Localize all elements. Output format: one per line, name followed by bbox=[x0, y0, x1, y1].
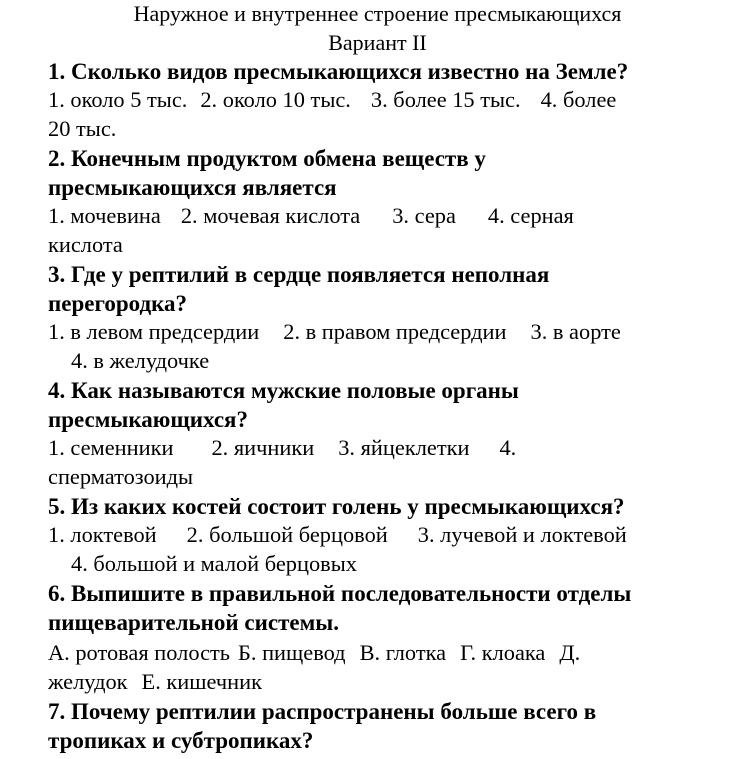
answer-option: Б. пищевод bbox=[238, 640, 346, 665]
answer-option: желудок bbox=[48, 669, 128, 694]
answer-option: 1. около 5 тыс. bbox=[48, 87, 188, 112]
answer-option: 1. в левом предсердии bbox=[48, 319, 260, 344]
question-4-text-line-1: 4. Как называются мужские половые органы bbox=[48, 378, 519, 403]
answer-option: 4. в желудочке bbox=[71, 348, 210, 373]
answer-option: 2. около 10 тыс. bbox=[200, 87, 351, 112]
question-6-text-line-2: пищеварительной системы. bbox=[48, 610, 339, 635]
question-3-answers-line-1 bbox=[48, 321, 621, 343]
question-4-answers-line-2 bbox=[48, 466, 193, 488]
answer-option: 1. локтевой bbox=[48, 522, 157, 547]
answer-option: 3. лучевой и локтевой bbox=[417, 522, 627, 547]
question-7-text-line-1: 7. Почему рептилии распространены больше всего в bbox=[48, 699, 597, 724]
answer-option: 2. мочевая кислота bbox=[180, 203, 361, 228]
answer-option: 4. большой и малой берцовых bbox=[71, 551, 357, 576]
question-5-answers-line-1 bbox=[48, 524, 627, 546]
question-3-text-line-2: перегородка? bbox=[48, 291, 187, 316]
question-4-text-line-2: пресмыкающихся? bbox=[48, 407, 249, 432]
answer-option: Е. кишечник bbox=[141, 669, 263, 694]
answer-option: А. ротовая полость bbox=[48, 640, 231, 665]
question-6-answers-line-2 bbox=[48, 671, 262, 693]
question-2-text-line-2: пресмыкающихся является bbox=[48, 175, 337, 200]
answer-option: 3. в аорте bbox=[530, 319, 621, 344]
question-6-text-line-1: 6. Выпишите в правильной последовательности отделы bbox=[48, 581, 632, 606]
answer-option-continuation: 20 тыс. bbox=[48, 116, 117, 141]
answer-option: 2. яичники bbox=[211, 435, 315, 460]
question-3-text-line-1: 3. Где у рептилий в сердце появляется неполная bbox=[48, 262, 550, 287]
variant-label: Вариант II bbox=[328, 30, 427, 55]
question-2-text-line-1: 2. Конечным продуктом обмена веществ у bbox=[48, 146, 486, 171]
answer-option: Г. клоака bbox=[460, 640, 546, 665]
question-3-answers-line-2 bbox=[71, 350, 209, 372]
answer-option: 4. серная bbox=[487, 203, 574, 228]
question-2-answers-line-1 bbox=[48, 205, 574, 227]
question-4-answers-line-1 bbox=[48, 437, 516, 459]
question-7-text-line-2: тропиках и субтропиках? bbox=[48, 728, 314, 753]
question-1-answers-line-1 bbox=[48, 89, 616, 111]
question-6-answers-line-1 bbox=[48, 642, 580, 664]
question-1-answers-line-2 bbox=[48, 118, 116, 140]
answer-option-continuation: кислота bbox=[48, 232, 123, 257]
answer-option: В. глотка bbox=[359, 640, 447, 665]
worksheet-title: Наружное и внутреннее строение пресмыкающихся bbox=[133, 1, 622, 26]
answer-option: 4. bbox=[499, 435, 517, 460]
answer-option-continuation: сперматозоиды bbox=[48, 464, 194, 489]
answer-option: 3. более 15 тыс. bbox=[370, 87, 521, 112]
question-2-answers-line-2 bbox=[48, 234, 123, 256]
answer-option: Д. bbox=[559, 640, 581, 665]
answer-option: 4. более bbox=[540, 87, 617, 112]
question-5-text: 5. Из каких костей состоит голень у пресмыкающихся? bbox=[48, 494, 625, 519]
question-1-text: 1. Сколько видов пресмыкающихся известно на Земле? bbox=[48, 59, 629, 84]
question-5-answers-line-2 bbox=[71, 553, 357, 575]
answer-option: 3. сера bbox=[392, 203, 456, 228]
answer-option: 2. большой берцовой bbox=[186, 522, 388, 547]
answer-option: 2. в правом предсердии bbox=[283, 319, 507, 344]
answer-option: 1. семенники bbox=[48, 435, 174, 460]
answer-option: 1. мочевина bbox=[48, 203, 161, 228]
answer-option: 3. яйцеклетки bbox=[338, 435, 470, 460]
